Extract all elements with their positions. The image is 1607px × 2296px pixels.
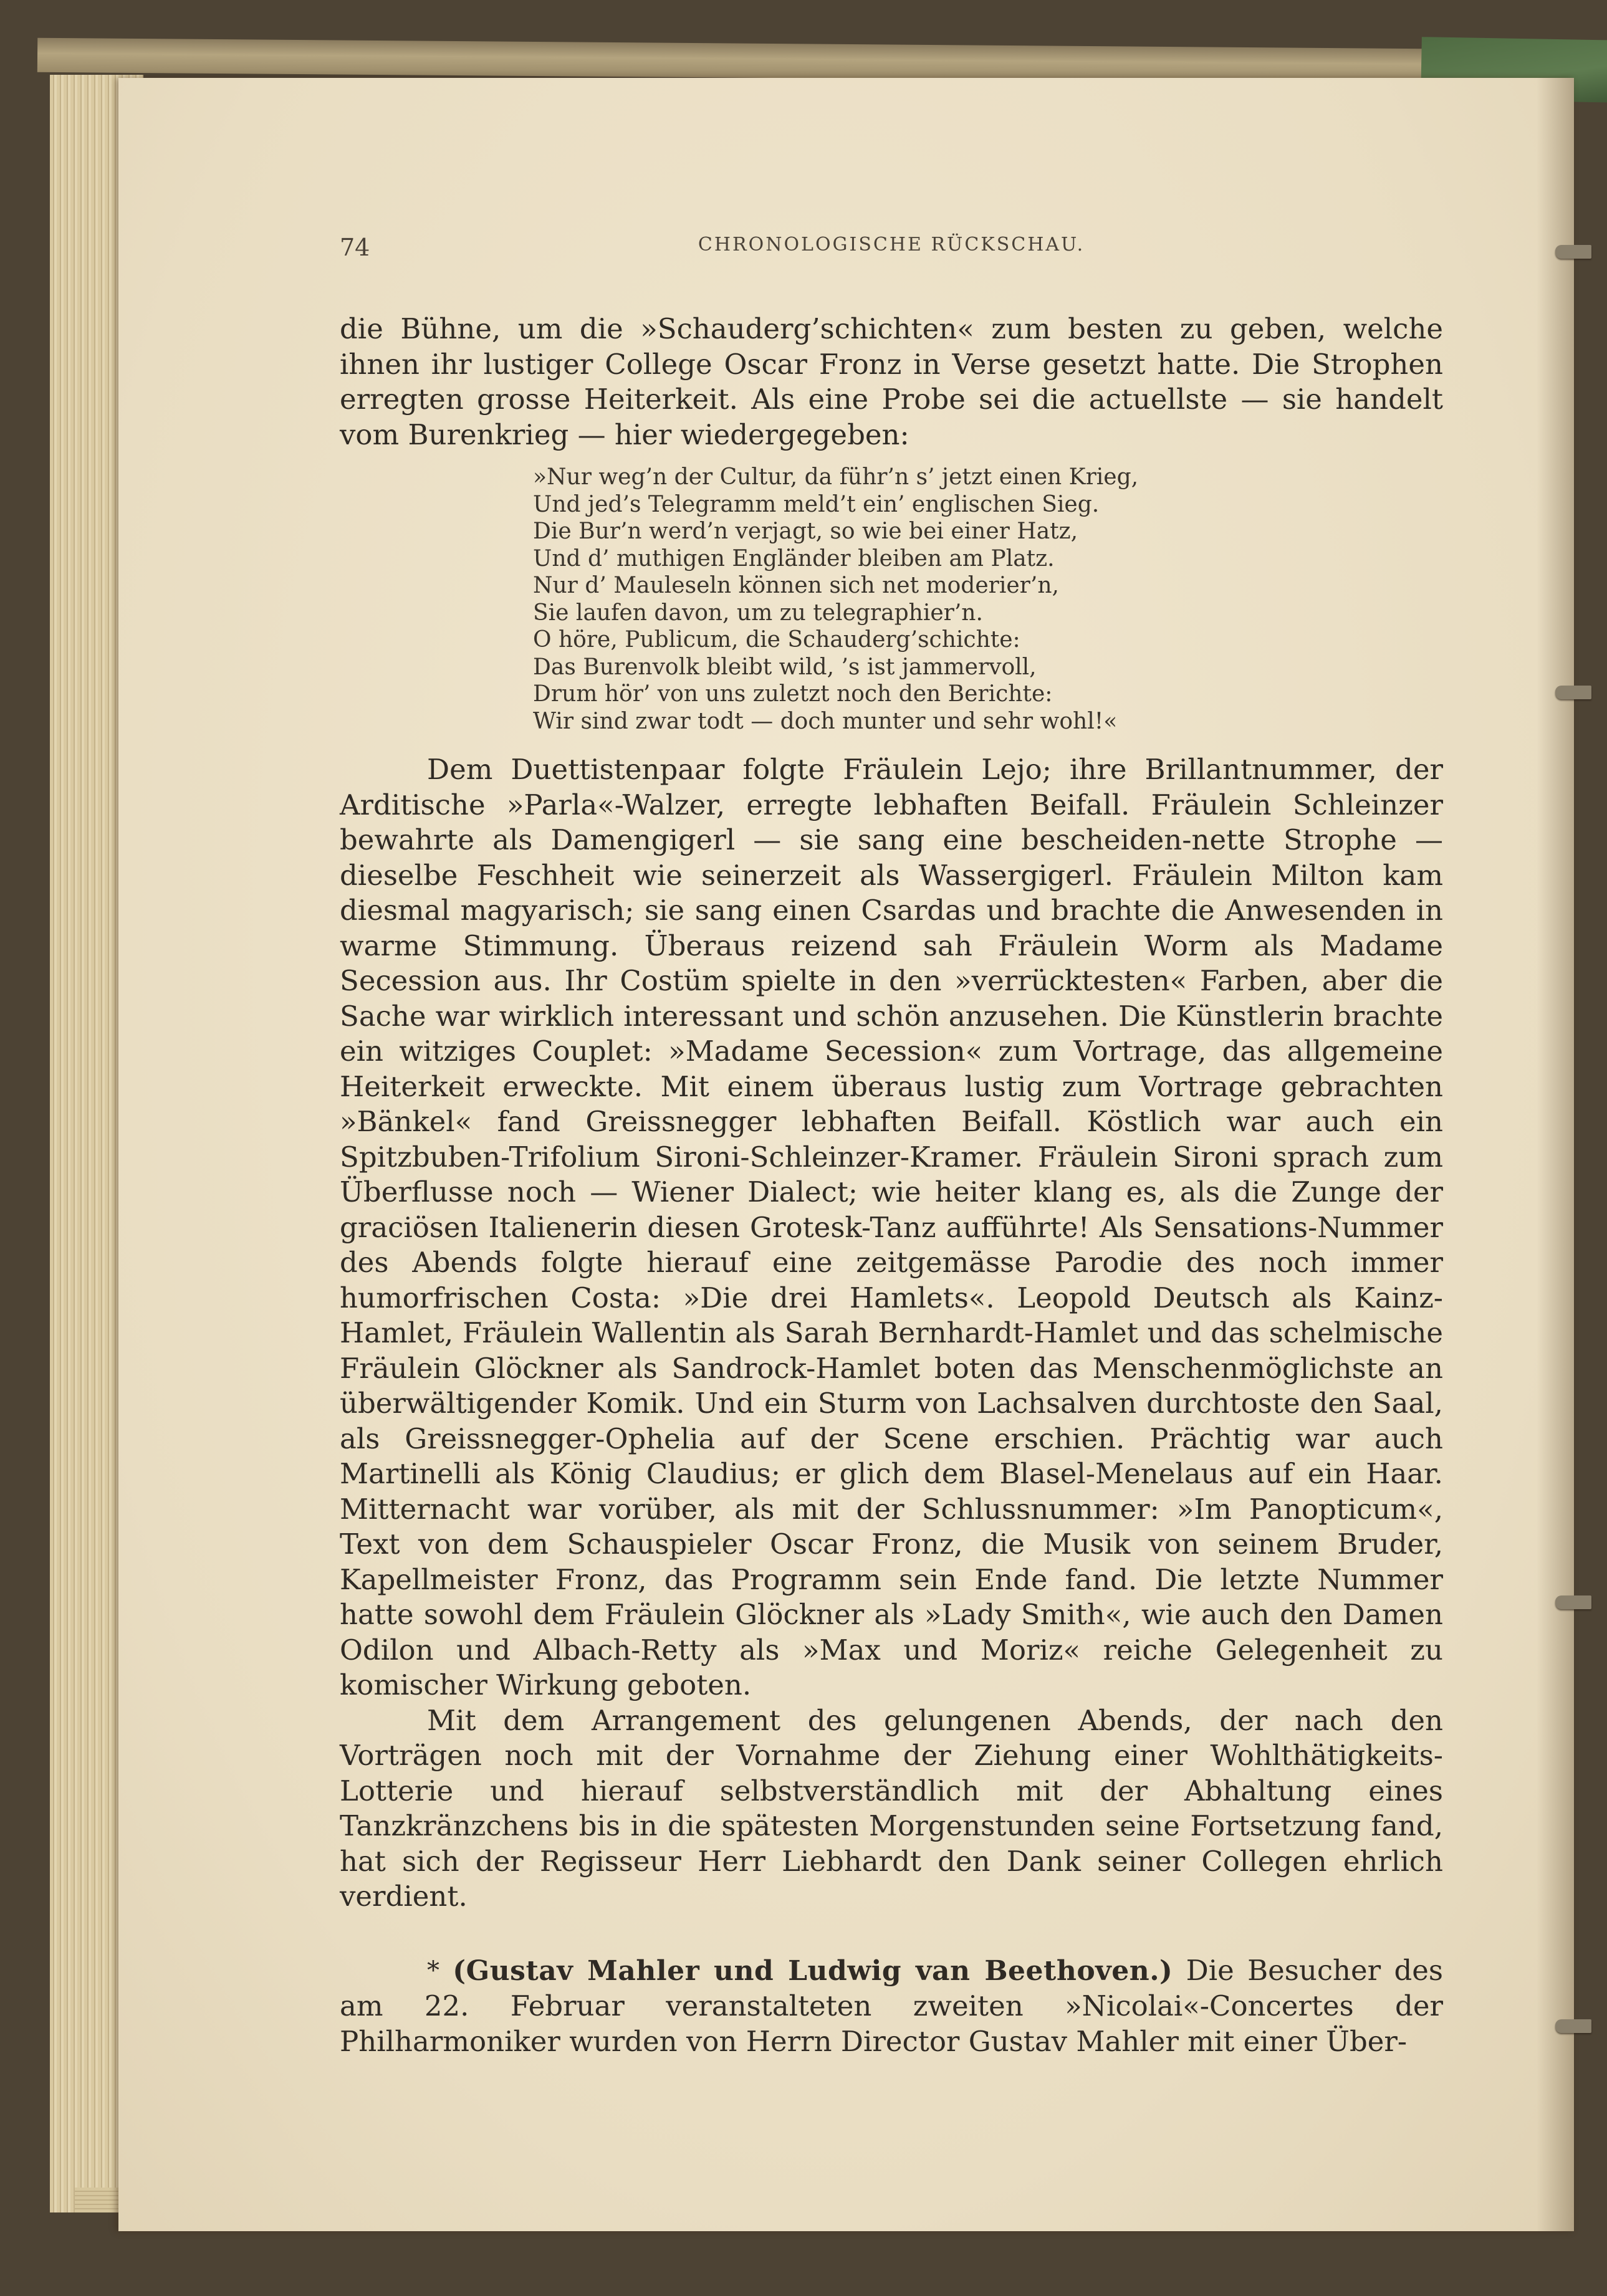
section-mahler-beethoven [340,1953,1443,2060]
poem-line: Die Bur’n werd’n verjagt, so wie bei einer Hatz, [533,519,1078,544]
paragraph-intro: die Bühne, um die »Schauderg’schichten« zum besten zu geben, welche ihnen ihr lustiger College Oscar Fronz in Verse gesetzt hatte. Die Strophen erregten grosse Heiterkeit. Als eine Probe sei die actuellste — sie handelt vom Burenkrieg — hier wiedergegeben: [340,312,1443,451]
section-asterisk: * [427,1956,439,1985]
section-text: Die Besucher des am 22. Februar veranstalteten zweiten »Nicolai«-Concertes der Philharmoniker wurden von Herrn Director Gustav Mahler mit einer Über- [340,1953,1443,2058]
running-head-title: CHRONOLOGISCHE RÜCKSCHAU. [698,234,1085,256]
poem-line: Nur d’ Mauleseln können sich net moderier’n, [533,573,1059,598]
poem-line: Das Burenvolk bleibt wild, ’s ist jammervoll, [533,654,1037,680]
poem-line: O höre, Publicum, die Schauderg’schichte: [533,627,1020,653]
index-tab [1555,245,1591,259]
index-tab [1555,686,1591,699]
book-cover-edge [37,38,1509,84]
poem-line: Und jed’s Telegramm meld’t ein’ englischen Sieg. [533,491,1100,517]
running-head [340,215,1443,259]
poem-line: Und d’ muthigen Engländer bleiben am Platz. [533,545,1055,572]
section-spacer [340,1915,1443,1953]
section-title: (Gustav Mahler und Ludwig van Beethoven.) [453,1954,1173,1987]
page-gutter-shadow [1537,78,1574,2231]
poem-block [533,464,1443,735]
index-tab [1555,2019,1591,2033]
index-tab [1555,1595,1591,1609]
page-number: 74 [340,234,370,261]
paragraph-performances: Dem Duettistenpaar folgte Fräulein Lejo; ihre Brillantnummer, der Arditische »Parla«-Walzer, erregte lebhaften Beifall. Fräulein Schleinzer bewahrte als Damengigerl — sie sang eine bescheiden-nette Strophe — dieselbe Feschheit wie seinerzeit als Wassergigerl. Fräulein Milton kam diesmal magyarisch; sie sang einen Csardas und brachte die Anwesenden in warme Stimmung. Überaus reizend sah Fräulein Worm als Madame Secession aus. Ihr Costüm spielte in den »verrücktesten« Farben, aber die Sache war wirklich interessant und schön anzusehen. Die Künstlerin brachte ein witziges Couplet: »Madame Secession« zum Vortrage, das allgemeine Heiterkeit erweckte. Mit einem überaus lustig zum Vortrage gebrachten »Bänkel« fand Greissnegger lebhaften Beifall. Köstlich war auch ein Spitzbuben-Trifolium Sironi-Schleinzer-Kramer. Fräulein Sironi sprach zum Überflusse noch — Wiener Dialect; wie heiter klang es, als die Zunge der graciösen Italienerin diesen Grotesk-Tanz aufführte! Als Sensations-Nummer des Abends folgte hierauf eine zeitgemässe Parodie des noch immer humorfrischen Costa: »Die drei Hamlets«. Leopold Deutsch als Kainz-Hamlet, Fräulein Wallentin als Sarah Bernhardt-Hamlet und das schelmische Fräulein Glöckner als Sandrock-Hamlet boten das Menschenmöglichste an überwältigender Komik. Und ein Sturm von Lachsalven durchtoste den Saal, als Greissnegger-Ophelia auf der Scene erschien. Prächtig war auch Martinelli als König Claudius; er glich dem Blasel-Menelaus auf ein Haar. Mitternacht war vorüber, als mit der Schlussnummer: »Im Panopticum«, Text von dem Schauspieler Oscar Fronz, die Musik von seinem Bruder, Kapellmeister Fronz, das Programm sein Ende fand. Die letzte Nummer hatte sowohl dem Fräulein Glöckner als »Lady Smith«, wie auch den Damen Odilon und Albach-Retty als »Max und Moriz« reiche Gelegenheit zu komischer Wirkung geboten. [340,753,1443,1701]
paragraph-arrangement: Mit dem Arrangement des gelungenen Abends, der nach den Vorträgen noch mit der Vornahme der Ziehung einer Wohlthätigkeits-Lotterie und hierauf selbstverständlich mit der Abhaltung eines Tanzkränzchens bis in die spätesten Morgenstunden seine Fortsetzung fand, hat sich der Regisseur Herr Liebhardt den Dank seiner Collegen ehrlich verdient. [340,1703,1443,1913]
page-text [340,215,1443,2059]
poem-line: »Nur weg’n der Cultur, da führ’n s’ jetzt einen Krieg, [533,464,1139,490]
poem-line: Wir sind zwar todt — doch munter und sehr wohl!« [533,708,1118,734]
poem-line: Drum hör’ von uns zuletzt noch den Berichte: [533,681,1053,707]
poem-line: Sie laufen davon, um zu telegraphier’n. [533,600,983,626]
